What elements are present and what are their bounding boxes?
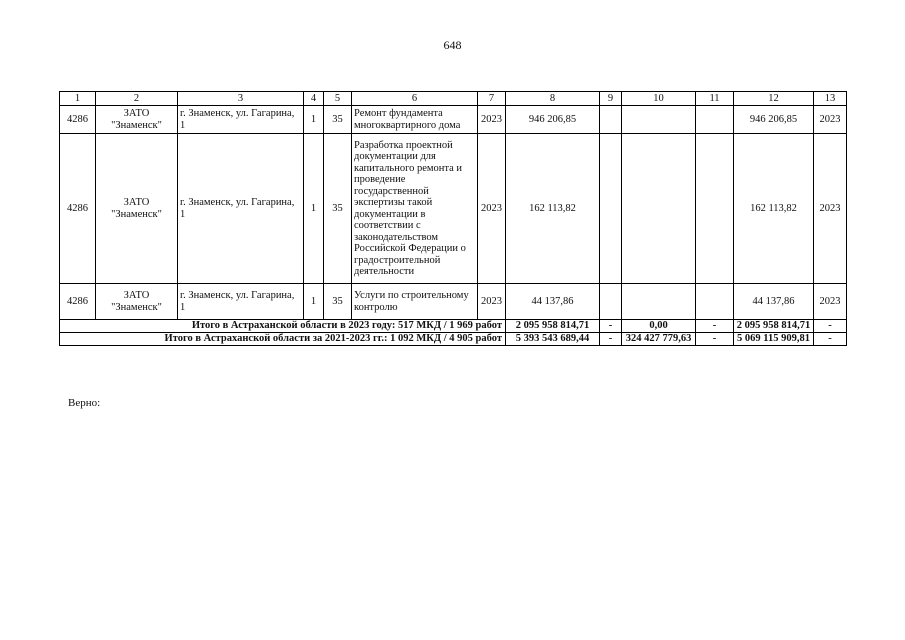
column-header: 13 [814, 92, 847, 106]
cost-total: 946 206,85 [506, 106, 600, 134]
year: 2023 [478, 284, 506, 320]
total-cost: 5 393 543 689,44 [506, 333, 600, 346]
col-11-value [696, 134, 734, 284]
address: г. Знаменск, ул. Гагарина, 1 [178, 134, 304, 284]
total-cost: 2 095 958 814,71 [506, 320, 600, 333]
col-9-value [600, 106, 622, 134]
registry-number: 4286 [60, 284, 96, 320]
column-header: 7 [478, 92, 506, 106]
total-row-2021-2023 [60, 333, 847, 346]
registry-number: 4286 [60, 106, 96, 134]
table-row [60, 284, 847, 320]
col-5-value: 35 [324, 134, 352, 284]
total-col-11: - [696, 333, 734, 346]
col-9-value [600, 284, 622, 320]
col-4-value: 1 [304, 284, 324, 320]
year: 2023 [478, 134, 506, 284]
col-10-value [622, 284, 696, 320]
total-col-11: - [696, 320, 734, 333]
address: г. Знаменск, ул. Гагарина, 1 [178, 106, 304, 134]
column-header: 4 [304, 92, 324, 106]
col-5-value: 35 [324, 284, 352, 320]
column-header: 6 [352, 92, 478, 106]
column-number-header [60, 92, 847, 106]
cost-funded: 162 113,82 [734, 134, 814, 284]
column-header: 9 [600, 92, 622, 106]
page-number: 648 [443, 38, 462, 52]
column-header: 11 [696, 92, 734, 106]
column-header: 1 [60, 92, 96, 106]
column-header: 5 [324, 92, 352, 106]
municipality: ЗАТО "Знаменск" [96, 284, 178, 320]
total-col-13: - [814, 320, 847, 333]
total-col-10: 0,00 [622, 320, 696, 333]
cost-funded: 44 137,86 [734, 284, 814, 320]
capital-repair-table [59, 91, 847, 346]
total-label: Итого в Астраханской области в 2023 году: 517 МКД / 1 969 работ [60, 320, 506, 333]
total-col-9: - [600, 333, 622, 346]
total-label: Итого в Астраханской области за 2021-2023 гг.: 1 092 МКД / 4 905 работ [60, 333, 506, 346]
registry-number: 4286 [60, 134, 96, 284]
column-header: 8 [506, 92, 600, 106]
total-col-13: - [814, 333, 847, 346]
work-type: Услуги по строительному контролю [352, 284, 478, 320]
table-row [60, 106, 847, 134]
completion-year: 2023 [814, 134, 847, 284]
cost-funded: 946 206,85 [734, 106, 814, 134]
col-9-value [600, 134, 622, 284]
cost-total: 162 113,82 [506, 134, 600, 284]
address: г. Знаменск, ул. Гагарина, 1 [178, 284, 304, 320]
column-header: 2 [96, 92, 178, 106]
completion-year: 2023 [814, 106, 847, 134]
total-funded: 2 095 958 814,71 [734, 320, 814, 333]
total-funded: 5 069 115 909,81 [734, 333, 814, 346]
municipality: ЗАТО "Знаменск" [96, 106, 178, 134]
col-4-value: 1 [304, 106, 324, 134]
col-10-value [622, 106, 696, 134]
total-col-9: - [600, 320, 622, 333]
completion-year: 2023 [814, 284, 847, 320]
total-col-10: 324 427 779,63 [622, 333, 696, 346]
year: 2023 [478, 106, 506, 134]
column-header: 10 [622, 92, 696, 106]
col-5-value: 35 [324, 106, 352, 134]
col-11-value [696, 284, 734, 320]
col-11-value [696, 106, 734, 134]
table-row [60, 134, 847, 284]
work-type: Разработка проектной документации для капитального ремонта и проведение государственной экспертизы такой документации в соответствии с законодательством Российской Федерации о градостроительной деятельности [352, 134, 478, 284]
column-header: 12 [734, 92, 814, 106]
total-row-2023 [60, 320, 847, 333]
col-10-value [622, 134, 696, 284]
column-header: 3 [178, 92, 304, 106]
work-type: Ремонт фундамента многоквартирного дома [352, 106, 478, 134]
cost-total: 44 137,86 [506, 284, 600, 320]
col-4-value: 1 [304, 134, 324, 284]
signature-label: Верно: [68, 397, 101, 409]
municipality: ЗАТО "Знаменск" [96, 134, 178, 284]
